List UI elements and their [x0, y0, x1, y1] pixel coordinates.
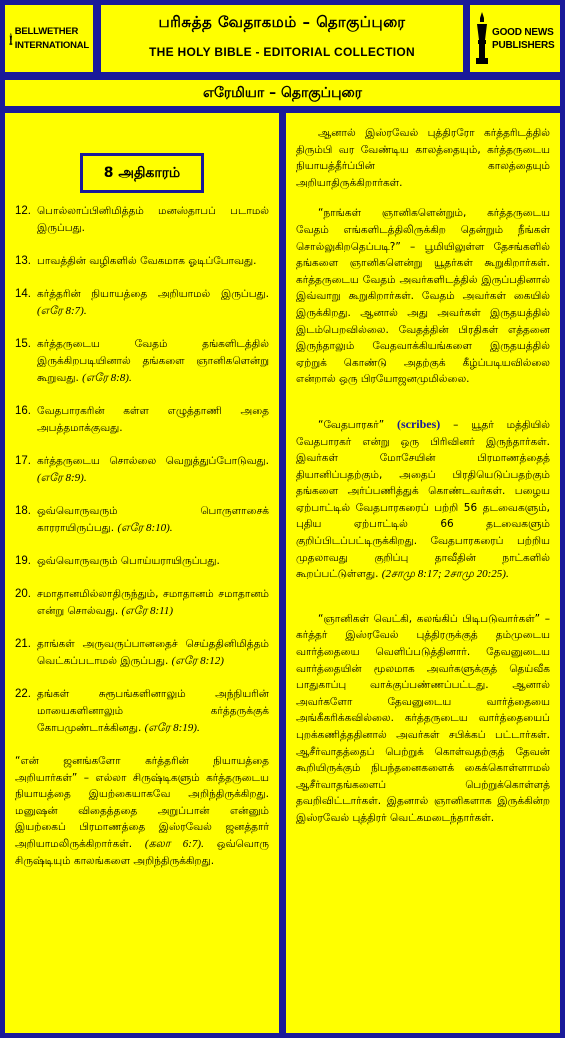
logo-right-line1: GOOD NEWS [492, 26, 554, 38]
right-paragraph-3-text: – யூதர் மத்தியில் வேதபாரகர் என்று ஒரு பிரிவினர் இருந்தார்கள். இவர்கள் மோசேயின் பிரமாணத்தைத் தியானிப்பதற்கும், அதைப் பிரதியெடுப்பதற்கும் தங்களை அர்ப்பணித்துக் கொண்டவர்கள். பழைய ஏற்பாட்டில் வேதபாரகரைப் பற்றி 56 தடவைகளும், புதிய ஏற்பாட்டில் 66 தடவைகளும் குறிப்பிடப்பட்டிருக்கிறது. வேதபாரகரைப் பற்றிய முதலாவது குறிப்பு தாவீதின் நாட்களில் கூறப்பட்டுள்ளது. [296, 418, 551, 581]
verse-number: 12. [15, 205, 31, 217]
logo-left-line2: INTERNATIONAL [14, 39, 89, 51]
right-paragraph-4-text: “ஞானிகள் வெட்கி, கலங்கிப் பிடிபடுவார்கள்” – கர்த்தர் இஸ்ரவேல் புத்திரருக்குத் தம்முடைய வார்த்தையை வெளிப்படுத்தினார். தேவனுடைய வார்த்தையின் மூலமாக அவர்களுக்குத் தெய்வீக பாதுகாப்பு வாக்குப்பண்ணப்பட்டது. ஆனால் அவர்களோ தேவனுடைய வார்த்தையை அங்கீகரிக்கவில்லை. கர்த்தருடைய வார்த்தையைப் புறக்கணித்ததினால் அவர்கள் சபிக்கப் பட்டார்கள். ஆசீர்வாதத்தைப் பெற்றுக் கொள்வதற்குத் தேவன் கூறியிருக்கும் நிபந்தனைகளைக் கைக்கொள்ளாமல் ஆசீர்வாதங்களைப் பெற்றுக்கொள்ளத் தவறிவிட்டார்கள். இதனால் ஞானிகளாக இருக்கின்ற இஸ்ரவேல் புத்திரர் வெட்கமடைந்தார்கள். [296, 612, 550, 824]
logo-right-line2: PUBLISHERS [492, 39, 555, 51]
verse-item [15, 553, 269, 570]
verse-item [15, 203, 269, 237]
verse-reference: (எரே 8:8). [82, 372, 132, 384]
title-english: THE HOLY BIBLE - EDITORIAL COLLECTION [148, 45, 415, 59]
verse-reference: (எரே 8:10). [117, 522, 173, 534]
verse-reference: (எரே 8:19). [144, 722, 200, 734]
verse-text [37, 686, 269, 737]
chapter-title: எரேமியா – தொகுப்புரை [203, 85, 362, 101]
verse-body: கர்த்தரின் நியாயத்தை அறியாமல் இருப்பது. [37, 288, 269, 300]
verse-text [37, 553, 269, 570]
verse-reference: (எரே 8:12) [171, 655, 224, 667]
left-paragraph-text: “என் ஜனங்களோ கர்த்தரின் நியாயத்தை அறியார்கள்” – எல்லா சிருஷ்டிகளும் கர்த்தருடைய நியாயத்தை இயற்கையாகவே அறிந்திருக்கிறது. மனுஷன் விதைத்ததை அறுப்பான் என்னும் இயற்கைப் பிரமாணத்தை இஸ்ரவேல் ஜனத்தார் அறியாமலிருக்கிறார்கள். [15, 755, 269, 850]
header-title-box [99, 3, 465, 74]
verse-body: பாவத்தின் வழிகளில் வேகமாக ஓடிப்போவது. [37, 255, 257, 267]
scribes-term: “வேதபாரகர்” [318, 418, 385, 431]
left-paragraph-tail: ஒவ்வொரு சிருஷ்டியும் காலங்களை அறிந்திருக்கிறது. [15, 837, 269, 867]
verse-body: ஒவ்வொருவரும் பொய்யராயிருப்பது. [37, 555, 220, 567]
right-paragraph-1-text: ஆனால் இஸ்ரவேல் புத்திரரோ கர்த்தரிடத்தில் திரும்பி வர வேண்டிய காலத்தையும், கர்த்தருடைய நியாயத்தீர்ப்பின் காலத்தையும் அறியாதிருக்கிறார்கள். [296, 127, 550, 189]
verse-item [15, 503, 269, 537]
verse-number: 13. [15, 255, 31, 267]
title-tamil: பரிசுத்த வேதாகமம் – தொகுப்புரை [158, 13, 406, 31]
left-paragraph [15, 753, 269, 869]
left-paragraph-ref: (கலா 6:7). [144, 837, 204, 850]
good-news-emblem-icon [474, 10, 490, 68]
verse-body: தாங்கள் அருவருப்பானதைச் செய்ததினிமித்தம் வெட்கப்படாமல் இருப்பது. [37, 638, 269, 667]
verse-reference: (எரே 8:7). [37, 305, 87, 317]
verse-text [37, 586, 269, 620]
verse-body: வேதபாரகரின் கள்ள எழுத்தாணி அதை அபத்தமாக்குவது. [37, 405, 269, 434]
right-column [284, 111, 562, 1035]
good-news-logo [468, 3, 562, 74]
verse-number: 14. [15, 288, 31, 300]
verse-body: ஒவ்வொருவரும் பொருளாசைக் காரராயிருப்பது. [37, 505, 269, 534]
verse-reference: (எரே 8:11) [121, 605, 174, 617]
verse-text [37, 286, 269, 320]
verse-number: 17. [15, 455, 31, 467]
verse-list [15, 203, 269, 737]
verse-text [37, 403, 269, 437]
verse-body: பொல்லாப்பினிமித்தம் மனஸ்தாபப் படாமல் இருப்பது. [37, 205, 269, 234]
verse-reference: (எரே 8:9). [37, 472, 87, 484]
verse-text [37, 203, 269, 237]
verse-number: 22. [15, 688, 31, 700]
verse-number: 18. [15, 505, 31, 517]
verse-number: 21. [15, 638, 31, 650]
verse-text [37, 336, 269, 387]
bellwether-logo [3, 3, 95, 74]
verse-item [15, 586, 269, 620]
verse-number: 19. [15, 555, 31, 567]
right-paragraph-4 [296, 611, 550, 827]
verse-text [37, 253, 269, 270]
verse-number: 20. [15, 588, 31, 600]
verse-item [15, 336, 269, 387]
verse-number: 16. [15, 405, 31, 417]
verse-item [15, 253, 269, 270]
verse-number: 15. [15, 338, 31, 350]
right-paragraph-3 [296, 416, 550, 583]
verse-item [15, 686, 269, 737]
verse-body: சமாதானமில்லாதிருந்தும், சமாதானம் சமாதானம் என்று சொல்வது. [37, 588, 269, 617]
verse-body: கர்த்தருடைய வேதம் தங்களிடத்தில் இருக்கிறபடியினால் தங்களை ஞானிகளென்று கூறுவது. [37, 338, 269, 384]
verse-item [15, 453, 269, 487]
left-column [3, 111, 281, 1035]
bellwether-emblem-icon [9, 10, 13, 68]
verse-body: தங்கள் சுரூபங்களினாலும் அந்நியரின் மாயைகளினாலும் கர்த்தருக்குக் கோபமுண்டாக்கினது. [37, 688, 269, 734]
verse-text [37, 503, 269, 537]
right-paragraph-3-ref: (2சாமு 8:17; 2சாமு 20:25). [381, 568, 509, 581]
verse-text [37, 453, 269, 487]
verse-body: கர்த்தருடைய சொல்லை வெறுத்துப்போடுவது. [37, 455, 269, 467]
chapter-bar [3, 78, 562, 108]
verse-item [15, 286, 269, 320]
verse-text [37, 636, 269, 670]
verse-item [15, 403, 269, 437]
right-paragraph-2-text: “நாங்கள் ஞானிகளென்றும், கர்த்தருடைய வேதம் எங்களிடத்திலிருக்கிற தென்றும் நீங்கள் சொல்லுகிறதெப்படி?” – பூமியிலுள்ள தேசங்களில் தங்களை ஞானிகளென்று யூதர்கள் கூறுகிறார்கள். கர்த்தருடைய வேதம் அவர்களிடத்தில் இருப்பதினால் இவ்வாறு கூறுகிறார்கள். வேதம் அவர்கள் கையில் இருக்கிறது. ஆனால் அது அவர்கள் இருதயத்தில் இடம்பெறவில்லை. வேதத்தின் பிரதிகள் எத்தனை இருந்தாலும் வேதவாக்கியங்களை இருதயத்தில் ஏற்றுக் கொண்டு அதற்குக் கீழ்ப்படியவில்லை என்றால் ஒரு பிரயோஜனமுமில்லை. [296, 207, 550, 386]
logo-left-line1: BELLWETHER [14, 25, 79, 37]
section-heading: 8 அதிகாரம் [80, 153, 204, 193]
right-paragraph-2 [296, 205, 550, 388]
verse-item [15, 636, 269, 670]
right-paragraph-1 [296, 125, 550, 191]
scribes-english: (scribes) [396, 416, 441, 431]
